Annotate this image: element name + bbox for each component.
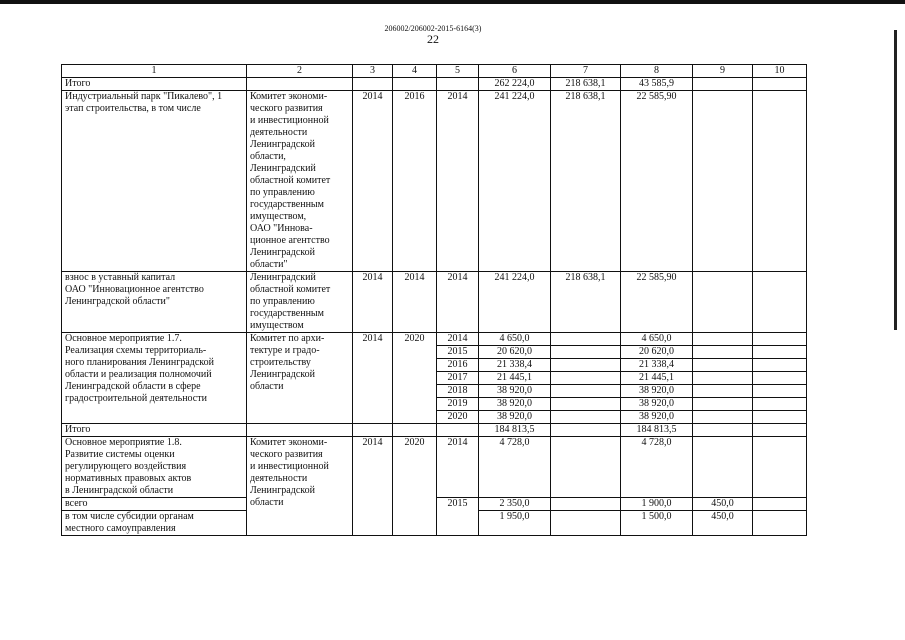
amount-cell: 4 728,0 <box>479 437 551 498</box>
top-border-line <box>0 0 905 4</box>
empty-cell <box>693 91 753 272</box>
start-year: 2014 <box>353 272 393 333</box>
empty-cell <box>753 372 807 385</box>
budget-table <box>61 64 807 536</box>
amount-cell: 43 585,9 <box>621 78 693 91</box>
empty-cell <box>753 359 807 372</box>
empty-cell <box>353 424 393 437</box>
empty-cell <box>693 398 753 411</box>
executor-cell: Комитет экономи- ческого развития и инвестиционной деятельности Ленинградской области, Ленинградский областной комитет по управлению государственным имуществом, ОАО "Иннова- ционное агентство Ленинградской области" <box>247 91 353 272</box>
empty-cell <box>693 411 753 424</box>
row-label: Итого <box>62 424 247 437</box>
col-number: 8 <box>621 65 693 78</box>
empty-cell <box>693 437 753 498</box>
amount-cell: 22 585,90 <box>621 272 693 333</box>
column-number-row <box>62 65 807 78</box>
amount-cell: 20 620,0 <box>621 346 693 359</box>
financing-year: 2018 <box>437 385 479 398</box>
amount-cell: 218 638,1 <box>551 78 621 91</box>
empty-cell <box>693 78 753 91</box>
empty-cell <box>551 511 621 536</box>
financing-year: 2014 <box>437 437 479 498</box>
empty-cell <box>753 346 807 359</box>
row-label: Итого <box>62 78 247 91</box>
empty-cell <box>753 424 807 437</box>
empty-cell <box>753 385 807 398</box>
end-year: 2020 <box>393 437 437 536</box>
amount-cell: 1 500,0 <box>621 511 693 536</box>
empty-cell <box>693 333 753 346</box>
amount-cell: 1 950,0 <box>479 511 551 536</box>
amount-cell: 38 920,0 <box>479 385 551 398</box>
amount-cell: 21 445,1 <box>479 372 551 385</box>
col-number: 3 <box>353 65 393 78</box>
amount-cell: 22 585,90 <box>621 91 693 272</box>
col-number: 5 <box>437 65 479 78</box>
col-number: 2 <box>247 65 353 78</box>
amount-cell: 38 920,0 <box>621 411 693 424</box>
empty-cell <box>753 411 807 424</box>
financing-year: 2015 <box>437 346 479 359</box>
amount-cell: 450,0 <box>693 498 753 511</box>
empty-cell <box>693 346 753 359</box>
right-margin-line <box>894 30 897 330</box>
end-year: 2016 <box>393 91 437 272</box>
document-code: 206002/206002-2015-6164(3) <box>384 24 482 33</box>
empty-cell <box>693 424 753 437</box>
financing-year: 2016 <box>437 359 479 372</box>
end-year: 2014 <box>393 272 437 333</box>
empty-cell <box>551 398 621 411</box>
empty-cell <box>393 424 437 437</box>
empty-cell <box>551 346 621 359</box>
start-year: 2014 <box>353 91 393 272</box>
row-label: в том числе субсидии органам местного самоуправления <box>62 511 247 536</box>
financing-year: 2020 <box>437 411 479 424</box>
empty-cell <box>753 398 807 411</box>
amount-cell: 241 224,0 <box>479 91 551 272</box>
measure-name: Основное мероприятие 1.8. Развитие системы оценки регулирующего воздействия нормативных правовых актов в Ленинградской области <box>62 437 247 498</box>
amount-cell: 241 224,0 <box>479 272 551 333</box>
empty-cell <box>753 91 807 272</box>
itogo-row <box>62 424 807 437</box>
empty-cell <box>693 372 753 385</box>
empty-cell <box>551 437 621 498</box>
start-year: 2014 <box>353 333 393 424</box>
measure-1-7-row <box>62 333 807 346</box>
empty-cell <box>693 272 753 333</box>
col-number: 6 <box>479 65 551 78</box>
measure-name: Основное мероприятие 1.7. Реализация схемы территориаль- ного планирования Ленинградской области и реализация полномочий Ленинградской области в сфере градостроительной деятельности <box>62 333 247 424</box>
empty-cell <box>437 78 479 91</box>
empty-cell <box>353 78 393 91</box>
empty-cell <box>393 78 437 91</box>
amount-cell: 2 350,0 <box>479 498 551 511</box>
empty-cell <box>551 359 621 372</box>
amount-cell: 21 445,1 <box>621 372 693 385</box>
empty-cell <box>247 424 353 437</box>
executor-cell: Ленинградский областной комитет по управлению государственным имуществом <box>247 272 353 333</box>
amount-cell: 38 920,0 <box>621 398 693 411</box>
amount-cell: 218 638,1 <box>551 91 621 272</box>
financing-year: 2014 <box>437 91 479 272</box>
amount-cell: 21 338,4 <box>621 359 693 372</box>
empty-cell <box>551 498 621 511</box>
measure-name: Индустриальный парк "Пикалево", 1 этап строительства, в том числе <box>62 91 247 272</box>
end-year: 2020 <box>393 333 437 424</box>
empty-cell <box>551 333 621 346</box>
empty-cell <box>551 424 621 437</box>
col-number: 4 <box>393 65 437 78</box>
financing-year: 2017 <box>437 372 479 385</box>
vznos-row <box>62 272 807 333</box>
empty-cell <box>753 333 807 346</box>
amount-cell: 1 900,0 <box>621 498 693 511</box>
empty-cell <box>437 424 479 437</box>
col-number: 9 <box>693 65 753 78</box>
col-number: 7 <box>551 65 621 78</box>
measure-name: взнос в уставный капитал ОАО "Инновационное агентство Ленинградской области" <box>62 272 247 333</box>
empty-cell <box>753 272 807 333</box>
empty-cell <box>247 78 353 91</box>
financing-year: 2015 <box>437 498 479 536</box>
itogo-row <box>62 78 807 91</box>
amount-cell: 218 638,1 <box>551 272 621 333</box>
row-label: всего <box>62 498 247 511</box>
empty-cell <box>693 385 753 398</box>
empty-cell <box>753 511 807 536</box>
financing-year: 2019 <box>437 398 479 411</box>
page-number: 22 <box>427 32 439 46</box>
amount-cell: 38 920,0 <box>479 398 551 411</box>
empty-cell <box>753 437 807 498</box>
start-year: 2014 <box>353 437 393 536</box>
amount-cell: 184 813,5 <box>621 424 693 437</box>
amount-cell: 38 920,0 <box>479 411 551 424</box>
empty-cell <box>551 372 621 385</box>
amount-cell: 450,0 <box>693 511 753 536</box>
pikalevo-row <box>62 91 807 272</box>
empty-cell <box>551 385 621 398</box>
empty-cell <box>693 359 753 372</box>
amount-cell: 4 650,0 <box>621 333 693 346</box>
empty-cell <box>551 411 621 424</box>
executor-cell: Комитет экономи- ческого развития и инвестиционной деятельности Ленинградской области <box>247 437 353 536</box>
amount-cell: 184 813,5 <box>479 424 551 437</box>
col-number: 1 <box>62 65 247 78</box>
empty-cell <box>753 498 807 511</box>
amount-cell: 262 224,0 <box>479 78 551 91</box>
measure-1-8-row <box>62 437 807 498</box>
amount-cell: 38 920,0 <box>621 385 693 398</box>
amount-cell: 4 728,0 <box>621 437 693 498</box>
col-number: 10 <box>753 65 807 78</box>
financing-year: 2014 <box>437 272 479 333</box>
amount-cell: 4 650,0 <box>479 333 551 346</box>
amount-cell: 20 620,0 <box>479 346 551 359</box>
empty-cell <box>753 78 807 91</box>
executor-cell: Комитет по архи- тектуре и градо- строительству Ленинградской области <box>247 333 353 424</box>
amount-cell: 21 338,4 <box>479 359 551 372</box>
financing-year: 2014 <box>437 333 479 346</box>
